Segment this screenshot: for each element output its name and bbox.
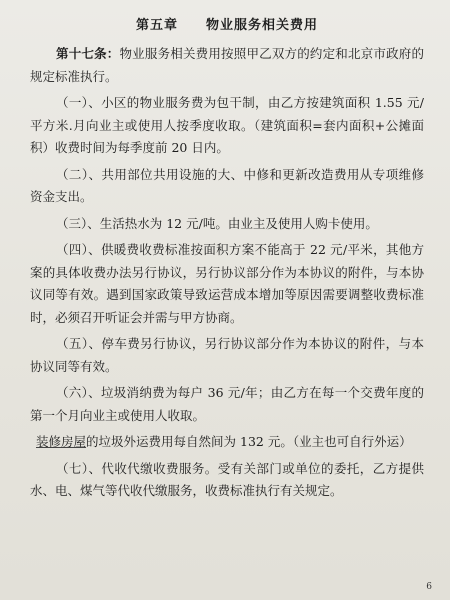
clause-5: （五）、停车费另行协议，另行协议部分作为本协议的附件，与本协议同等有效。 [30, 336, 424, 374]
article-17 [30, 43, 424, 88]
handwritten-note-text: 的垃圾外运费用每自然间为 132 元。（业主也可自行外运） [86, 434, 412, 449]
clause-4: （四）、供暖费收费标准按面积方案不能高于 22 元/平米，其他方案的具体收费办法另行协议，另行协议部分作为本协议的附件，与本协议同等有效。遇到国家政策导致运营成本增加等原因需要调整收费标准时，必须召开听证会并需与甲方协商。 [30, 242, 424, 325]
clause-1: （一）、小区的物业服务费为包干制，由乙方按建筑面积 1.55 元/平方米.月向业主或使用人按季度收取。（建筑面积=套内面积+公摊面积）收费时间为每季度前 20 日内。 [30, 95, 424, 155]
clause-7: （七）、代收代缴收费服务。受有关部门或单位的委托，乙方提供水、电、煤气等代收代缴服务，收费标准执行有关规定。 [30, 460, 424, 498]
handwritten-note-marked: 装修房屋 [36, 434, 87, 449]
article-text: 物业服务相关费用按照甲乙双方的约定和北京市政府的规定标准执行。 [30, 46, 424, 84]
handwritten-note [30, 431, 424, 454]
article-lead: 第十七条： [56, 46, 120, 61]
page-number: 6 [426, 582, 432, 592]
clause-2: （二）、共用部位共用设施的大、中修和更新改造费用从专项维修资金支出。 [30, 166, 424, 204]
clause-3: （三）、生活热水为 12 元/吨。由业主及使用人购卡使用。 [56, 215, 378, 231]
clause-6: （六）、垃圾消纳费为每户 36 元/年；由乙方在每一个交费年度的第一个月向业主或使用人收取。 [30, 385, 424, 423]
chapter-title: 第五章 物业服务相关费用 [135, 18, 318, 33]
